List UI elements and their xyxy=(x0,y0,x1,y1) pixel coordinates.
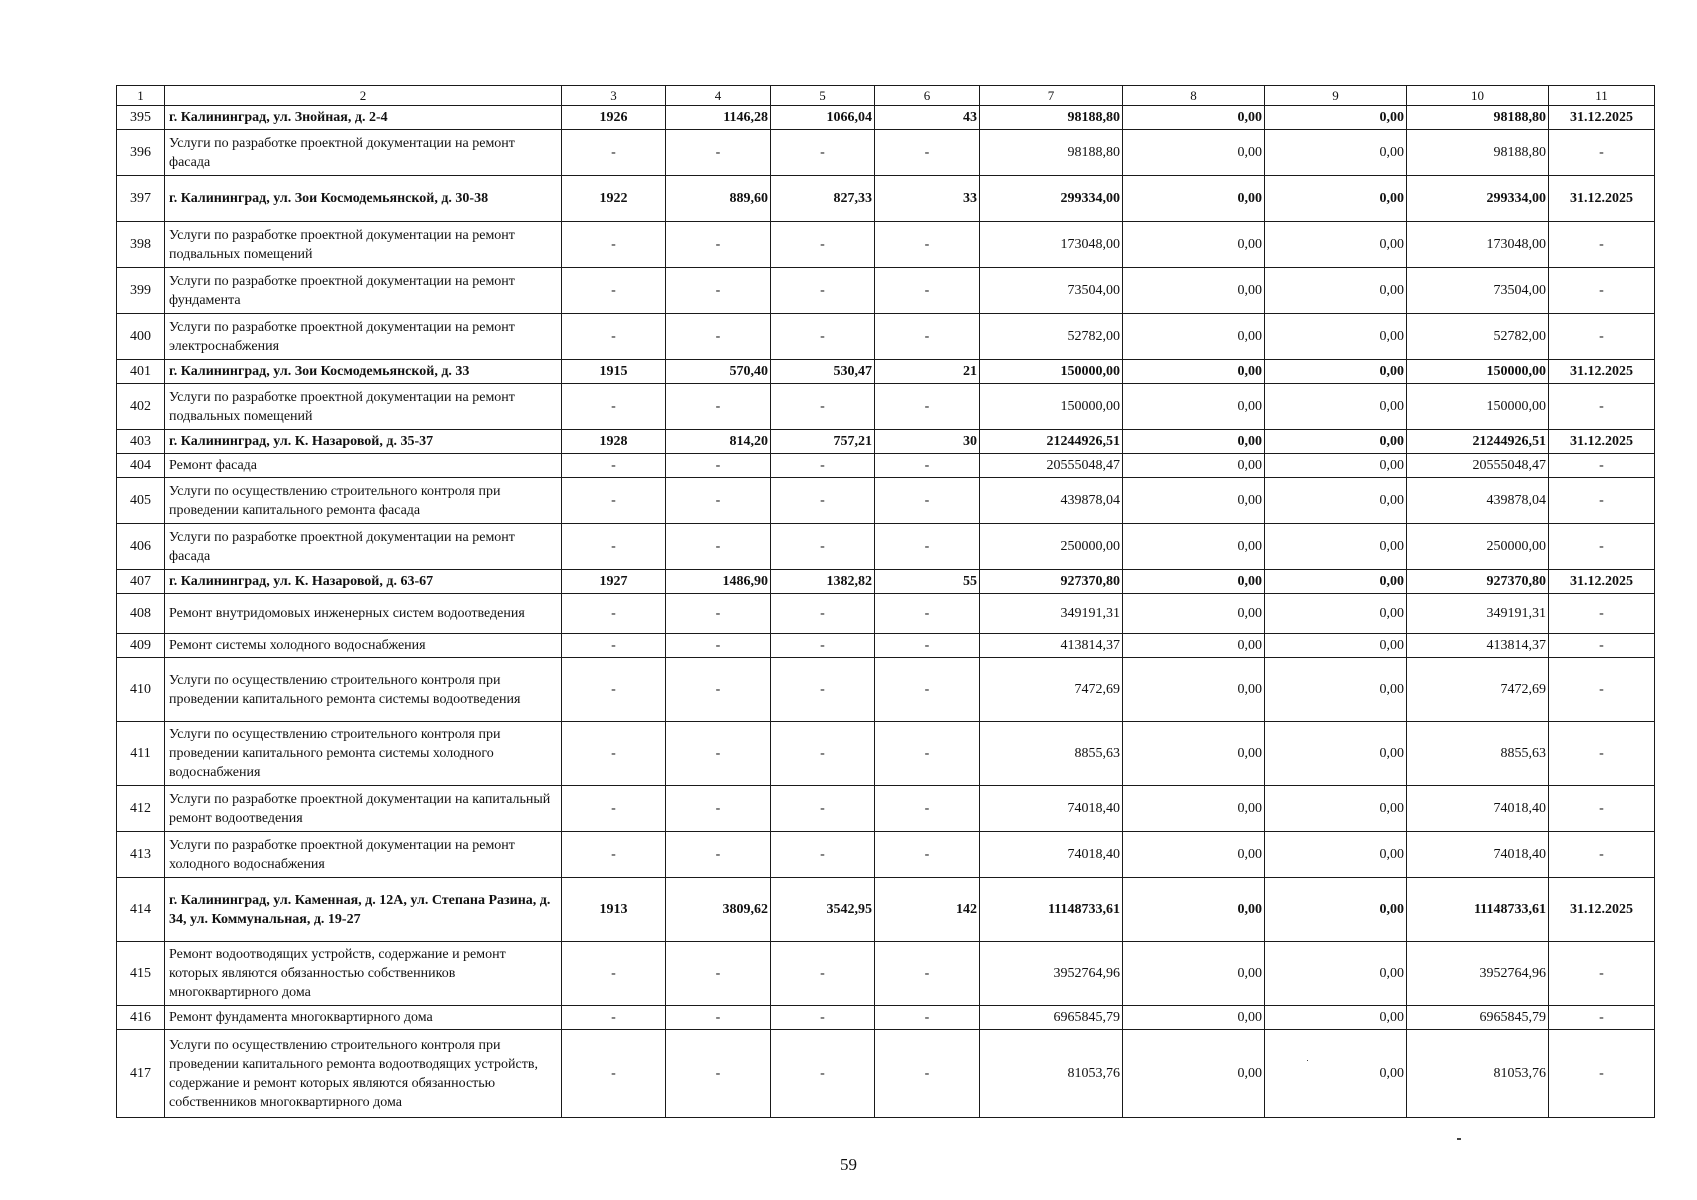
total-cost-cell: 8855,63 xyxy=(980,722,1123,786)
year-built-cell: 1913 xyxy=(562,878,666,942)
year-built-cell: 1922 xyxy=(562,176,666,222)
year-built-cell: - xyxy=(562,722,666,786)
regional-funds-cell: 0,00 xyxy=(1265,222,1407,268)
residents-count-cell: - xyxy=(875,222,980,268)
column-number-cell: 1 xyxy=(117,86,165,106)
completion-date-cell: - xyxy=(1549,658,1655,722)
owner-funds-cell: 150000,00 xyxy=(1407,384,1549,430)
residents-count-cell: - xyxy=(875,268,980,314)
row-number-cell: 404 xyxy=(117,454,165,478)
residents-count-cell: - xyxy=(875,1006,980,1030)
row-number-cell: 400 xyxy=(117,314,165,360)
work-description-cell: Услуги по разработке проектной документации на ремонт подвальных помещений xyxy=(165,384,562,430)
total-area-cell: 3809,62 xyxy=(666,878,771,942)
row-number-cell: 397 xyxy=(117,176,165,222)
residents-count-cell: - xyxy=(875,130,980,176)
owner-funds-cell: 20555048,47 xyxy=(1407,454,1549,478)
column-number-row xyxy=(117,86,1655,106)
row-number-cell: 412 xyxy=(117,786,165,832)
address-row xyxy=(117,878,1655,942)
address-cell: г. Калининград, ул. К. Назаровой, д. 63-67 xyxy=(165,570,562,594)
work-row xyxy=(117,1030,1655,1118)
year-built-cell: 1928 xyxy=(562,430,666,454)
regional-funds-cell: 0,00 xyxy=(1265,658,1407,722)
row-number-cell: 413 xyxy=(117,832,165,878)
regional-funds-cell: 0,00 xyxy=(1265,594,1407,634)
completion-date-cell: - xyxy=(1549,222,1655,268)
residential-area-cell: - xyxy=(771,314,875,360)
total-cost-cell: 74018,40 xyxy=(980,786,1123,832)
address-row xyxy=(117,106,1655,130)
total-cost-cell: 173048,00 xyxy=(980,222,1123,268)
work-row xyxy=(117,314,1655,360)
total-cost-cell: 6965845,79 xyxy=(980,1006,1123,1030)
work-row xyxy=(117,658,1655,722)
row-number-cell: 398 xyxy=(117,222,165,268)
residents-count-cell: - xyxy=(875,384,980,430)
row-number-cell: 395 xyxy=(117,106,165,130)
federal-funds-cell: 0,00 xyxy=(1123,384,1265,430)
residents-count-cell: - xyxy=(875,786,980,832)
total-cost-cell: 413814,37 xyxy=(980,634,1123,658)
work-description-cell: Ремонт внутридомовых инженерных систем водоотведения xyxy=(165,594,562,634)
residential-area-cell: - xyxy=(771,524,875,570)
total-cost-cell: 98188,80 xyxy=(980,106,1123,130)
federal-funds-cell: 0,00 xyxy=(1123,430,1265,454)
completion-date-cell: - xyxy=(1549,384,1655,430)
regional-funds-cell: 0,00 xyxy=(1265,942,1407,1006)
column-number-cell: 11 xyxy=(1549,86,1655,106)
regional-funds-cell: 0,00 xyxy=(1265,314,1407,360)
row-number-cell: 403 xyxy=(117,430,165,454)
work-row xyxy=(117,722,1655,786)
total-cost-cell: 150000,00 xyxy=(980,360,1123,384)
owner-funds-cell: 439878,04 xyxy=(1407,478,1549,524)
regional-funds-cell: 0,00 xyxy=(1265,1006,1407,1030)
work-row xyxy=(117,222,1655,268)
residential-area-cell: - xyxy=(771,942,875,1006)
total-area-cell: - xyxy=(666,222,771,268)
total-cost-cell: 52782,00 xyxy=(980,314,1123,360)
work-row xyxy=(117,478,1655,524)
federal-funds-cell: 0,00 xyxy=(1123,942,1265,1006)
completion-date-cell: - xyxy=(1549,130,1655,176)
total-area-cell: - xyxy=(666,454,771,478)
federal-funds-cell: 0,00 xyxy=(1123,106,1265,130)
owner-funds-cell: 73504,00 xyxy=(1407,268,1549,314)
completion-date-cell: - xyxy=(1549,634,1655,658)
completion-date-cell: 31.12.2025 xyxy=(1549,570,1655,594)
residential-area-cell: 757,21 xyxy=(771,430,875,454)
total-cost-cell: 250000,00 xyxy=(980,524,1123,570)
total-area-cell: - xyxy=(666,722,771,786)
work-row xyxy=(117,634,1655,658)
completion-date-cell: - xyxy=(1549,832,1655,878)
year-built-cell: - xyxy=(562,1030,666,1118)
completion-date-cell: - xyxy=(1549,594,1655,634)
work-row xyxy=(117,594,1655,634)
row-number-cell: 396 xyxy=(117,130,165,176)
residential-area-cell: - xyxy=(771,832,875,878)
address-cell: г. Калининград, ул. К. Назаровой, д. 35-37 xyxy=(165,430,562,454)
completion-date-cell: 31.12.2025 xyxy=(1549,430,1655,454)
residential-area-cell: - xyxy=(771,658,875,722)
total-cost-cell: 21244926,51 xyxy=(980,430,1123,454)
completion-date-cell: - xyxy=(1549,942,1655,1006)
scan-speck xyxy=(1457,1138,1461,1140)
federal-funds-cell: 0,00 xyxy=(1123,524,1265,570)
residents-count-cell: 55 xyxy=(875,570,980,594)
owner-funds-cell: 11148733,61 xyxy=(1407,878,1549,942)
work-description-cell: Услуги по разработке проектной документации на ремонт электроснабжения xyxy=(165,314,562,360)
year-built-cell: 1927 xyxy=(562,570,666,594)
year-built-cell: - xyxy=(562,786,666,832)
year-built-cell: - xyxy=(562,130,666,176)
regional-funds-cell: 0,00 xyxy=(1265,634,1407,658)
residents-count-cell: - xyxy=(875,314,980,360)
owner-funds-cell: 74018,40 xyxy=(1407,786,1549,832)
work-row xyxy=(117,942,1655,1006)
address-cell: г. Калининград, ул. Знойная, д. 2-4 xyxy=(165,106,562,130)
residential-area-cell: - xyxy=(771,1006,875,1030)
residential-area-cell: 530,47 xyxy=(771,360,875,384)
total-area-cell: - xyxy=(666,130,771,176)
regional-funds-cell: 0,00 xyxy=(1265,268,1407,314)
work-description-cell: Услуги по осуществлению строительного контроля при проведении капитального ремонта водоотводящих устройств, содержание и ремонт которых являются обязанностью собственников многоквартирного дома xyxy=(165,1030,562,1118)
total-cost-cell: 20555048,47 xyxy=(980,454,1123,478)
total-area-cell: - xyxy=(666,1006,771,1030)
total-area-cell: - xyxy=(666,478,771,524)
work-row xyxy=(117,832,1655,878)
federal-funds-cell: 0,00 xyxy=(1123,570,1265,594)
residential-area-cell: 1066,04 xyxy=(771,106,875,130)
regional-funds-cell: 0,00 xyxy=(1265,878,1407,942)
total-cost-cell: 74018,40 xyxy=(980,832,1123,878)
owner-funds-cell: 81053,76 xyxy=(1407,1030,1549,1118)
federal-funds-cell: 0,00 xyxy=(1123,832,1265,878)
total-area-cell: - xyxy=(666,524,771,570)
work-description-cell: Услуги по разработке проектной документации на капитальный ремонт водоотведения xyxy=(165,786,562,832)
residents-count-cell: - xyxy=(875,1030,980,1118)
total-cost-cell: 7472,69 xyxy=(980,658,1123,722)
owner-funds-cell: 8855,63 xyxy=(1407,722,1549,786)
address-cell: г. Калининград, ул. Зои Космодемьянской, д. 33 xyxy=(165,360,562,384)
total-cost-cell: 349191,31 xyxy=(980,594,1123,634)
work-row xyxy=(117,268,1655,314)
residents-count-cell: - xyxy=(875,634,980,658)
page-number: 59 xyxy=(840,1155,857,1174)
completion-date-cell: 31.12.2025 xyxy=(1549,360,1655,384)
regional-funds-cell: 0,00 xyxy=(1265,454,1407,478)
row-number-cell: 407 xyxy=(117,570,165,594)
federal-funds-cell: 0,00 xyxy=(1123,1006,1265,1030)
work-description-cell: Ремонт фасада xyxy=(165,454,562,478)
year-built-cell: - xyxy=(562,384,666,430)
column-number-cell: 10 xyxy=(1407,86,1549,106)
column-number-cell: 9 xyxy=(1265,86,1407,106)
year-built-cell: 1915 xyxy=(562,360,666,384)
owner-funds-cell: 7472,69 xyxy=(1407,658,1549,722)
residential-area-cell: - xyxy=(771,594,875,634)
total-cost-cell: 299334,00 xyxy=(980,176,1123,222)
total-cost-cell: 150000,00 xyxy=(980,384,1123,430)
residents-count-cell: - xyxy=(875,478,980,524)
total-area-cell: - xyxy=(666,786,771,832)
column-number-cell: 5 xyxy=(771,86,875,106)
completion-date-cell: - xyxy=(1549,454,1655,478)
total-area-cell: 1486,90 xyxy=(666,570,771,594)
work-description-cell: Услуги по разработке проектной документации на ремонт фасада xyxy=(165,524,562,570)
work-description-cell: Услуги по разработке проектной документации на ремонт фундамента xyxy=(165,268,562,314)
work-description-cell: Услуги по осуществлению строительного контроля при проведении капитального ремонта фасада xyxy=(165,478,562,524)
total-cost-cell: 11148733,61 xyxy=(980,878,1123,942)
completion-date-cell: 31.12.2025 xyxy=(1549,106,1655,130)
regional-funds-cell: 0,00 xyxy=(1265,478,1407,524)
capital-repair-table xyxy=(116,85,1655,1118)
column-number-cell: 7 xyxy=(980,86,1123,106)
year-built-cell: 1926 xyxy=(562,106,666,130)
owner-funds-cell: 250000,00 xyxy=(1407,524,1549,570)
column-number-cell: 4 xyxy=(666,86,771,106)
work-row xyxy=(117,130,1655,176)
column-number-cell: 2 xyxy=(165,86,562,106)
completion-date-cell: - xyxy=(1549,1030,1655,1118)
total-area-cell: - xyxy=(666,594,771,634)
residential-area-cell: 1382,82 xyxy=(771,570,875,594)
regional-funds-cell: 0,00 xyxy=(1265,1030,1407,1118)
residential-area-cell: 3542,95 xyxy=(771,878,875,942)
work-description-cell: Услуги по разработке проектной документации на ремонт холодного водоснабжения xyxy=(165,832,562,878)
completion-date-cell: 31.12.2025 xyxy=(1549,176,1655,222)
year-built-cell: - xyxy=(562,222,666,268)
owner-funds-cell: 173048,00 xyxy=(1407,222,1549,268)
completion-date-cell: - xyxy=(1549,314,1655,360)
residential-area-cell: 827,33 xyxy=(771,176,875,222)
completion-date-cell: - xyxy=(1549,1006,1655,1030)
owner-funds-cell: 927370,80 xyxy=(1407,570,1549,594)
address-row xyxy=(117,430,1655,454)
address-cell: г. Калининград, ул. Каменная, д. 12А, ул. Степана Разина, д. 34, ул. Коммунальная, д. 19-27 xyxy=(165,878,562,942)
residents-count-cell: 33 xyxy=(875,176,980,222)
residents-count-cell: 21 xyxy=(875,360,980,384)
year-built-cell: - xyxy=(562,268,666,314)
row-number-cell: 414 xyxy=(117,878,165,942)
column-number-cell: 8 xyxy=(1123,86,1265,106)
column-number-cell: 3 xyxy=(562,86,666,106)
federal-funds-cell: 0,00 xyxy=(1123,634,1265,658)
owner-funds-cell: 3952764,96 xyxy=(1407,942,1549,1006)
residential-area-cell: - xyxy=(771,722,875,786)
total-area-cell: - xyxy=(666,1030,771,1118)
federal-funds-cell: 0,00 xyxy=(1123,360,1265,384)
year-built-cell: - xyxy=(562,658,666,722)
row-number-cell: 409 xyxy=(117,634,165,658)
residents-count-cell: 30 xyxy=(875,430,980,454)
federal-funds-cell: 0,00 xyxy=(1123,130,1265,176)
row-number-cell: 402 xyxy=(117,384,165,430)
work-row xyxy=(117,454,1655,478)
regional-funds-cell: 0,00 xyxy=(1265,130,1407,176)
residential-area-cell: - xyxy=(771,222,875,268)
work-description-cell: Ремонт системы холодного водоснабжения xyxy=(165,634,562,658)
row-number-cell: 399 xyxy=(117,268,165,314)
year-built-cell: - xyxy=(562,942,666,1006)
work-row xyxy=(117,384,1655,430)
owner-funds-cell: 21244926,51 xyxy=(1407,430,1549,454)
completion-date-cell: - xyxy=(1549,268,1655,314)
residents-count-cell: 43 xyxy=(875,106,980,130)
residents-count-cell: - xyxy=(875,594,980,634)
year-built-cell: - xyxy=(562,594,666,634)
year-built-cell: - xyxy=(562,478,666,524)
total-area-cell: 814,20 xyxy=(666,430,771,454)
residential-area-cell: - xyxy=(771,1030,875,1118)
federal-funds-cell: 0,00 xyxy=(1123,176,1265,222)
work-row xyxy=(117,524,1655,570)
residents-count-cell: - xyxy=(875,658,980,722)
regional-funds-cell: 0,00 xyxy=(1265,722,1407,786)
total-cost-cell: 98188,80 xyxy=(980,130,1123,176)
regional-funds-cell: 0,00 xyxy=(1265,786,1407,832)
federal-funds-cell: 0,00 xyxy=(1123,454,1265,478)
total-area-cell: - xyxy=(666,634,771,658)
column-number-cell: 6 xyxy=(875,86,980,106)
work-row xyxy=(117,786,1655,832)
work-description-cell: Ремонт водоотводящих устройств, содержание и ремонт которых являются обязанностью собственников многоквартирного дома xyxy=(165,942,562,1006)
year-built-cell: - xyxy=(562,524,666,570)
total-area-cell: - xyxy=(666,384,771,430)
row-number-cell: 416 xyxy=(117,1006,165,1030)
federal-funds-cell: 0,00 xyxy=(1123,878,1265,942)
residential-area-cell: - xyxy=(771,454,875,478)
row-number-cell: 411 xyxy=(117,722,165,786)
year-built-cell: - xyxy=(562,634,666,658)
total-cost-cell: 3952764,96 xyxy=(980,942,1123,1006)
regional-funds-cell: 0,00 xyxy=(1265,430,1407,454)
owner-funds-cell: 74018,40 xyxy=(1407,832,1549,878)
residential-area-cell: - xyxy=(771,786,875,832)
residential-area-cell: - xyxy=(771,478,875,524)
total-area-cell: - xyxy=(666,268,771,314)
owner-funds-cell: 98188,80 xyxy=(1407,106,1549,130)
owner-funds-cell: 299334,00 xyxy=(1407,176,1549,222)
federal-funds-cell: 0,00 xyxy=(1123,478,1265,524)
completion-date-cell: - xyxy=(1549,478,1655,524)
owner-funds-cell: 413814,37 xyxy=(1407,634,1549,658)
row-number-cell: 417 xyxy=(117,1030,165,1118)
federal-funds-cell: 0,00 xyxy=(1123,1030,1265,1118)
total-area-cell: 1146,28 xyxy=(666,106,771,130)
row-number-cell: 405 xyxy=(117,478,165,524)
work-description-cell: Услуги по разработке проектной документации на ремонт фасада xyxy=(165,130,562,176)
total-area-cell: 570,40 xyxy=(666,360,771,384)
regional-funds-cell: 0,00 xyxy=(1265,176,1407,222)
regional-funds-cell: 0,00 xyxy=(1265,570,1407,594)
residents-count-cell: - xyxy=(875,722,980,786)
row-number-cell: 415 xyxy=(117,942,165,1006)
residential-area-cell: - xyxy=(771,130,875,176)
address-row xyxy=(117,570,1655,594)
completion-date-cell: 31.12.2025 xyxy=(1549,878,1655,942)
work-description-cell: Ремонт фундамента многоквартирного дома xyxy=(165,1006,562,1030)
federal-funds-cell: 0,00 xyxy=(1123,268,1265,314)
federal-funds-cell: 0,00 xyxy=(1123,786,1265,832)
regional-funds-cell: 0,00 xyxy=(1265,360,1407,384)
scan-speck xyxy=(1307,1060,1308,1061)
completion-date-cell: - xyxy=(1549,722,1655,786)
completion-date-cell: - xyxy=(1549,524,1655,570)
year-built-cell: - xyxy=(562,314,666,360)
federal-funds-cell: 0,00 xyxy=(1123,594,1265,634)
total-cost-cell: 81053,76 xyxy=(980,1030,1123,1118)
total-area-cell: 889,60 xyxy=(666,176,771,222)
residents-count-cell: 142 xyxy=(875,878,980,942)
owner-funds-cell: 349191,31 xyxy=(1407,594,1549,634)
work-description-cell: Услуги по осуществлению строительного контроля при проведении капитального ремонта системы водоотведения xyxy=(165,658,562,722)
address-row xyxy=(117,176,1655,222)
work-row xyxy=(117,1006,1655,1030)
total-cost-cell: 927370,80 xyxy=(980,570,1123,594)
residential-area-cell: - xyxy=(771,634,875,658)
row-number-cell: 401 xyxy=(117,360,165,384)
federal-funds-cell: 0,00 xyxy=(1123,658,1265,722)
address-row xyxy=(117,360,1655,384)
regional-funds-cell: 0,00 xyxy=(1265,384,1407,430)
table-body xyxy=(117,86,1655,1118)
residential-area-cell: - xyxy=(771,384,875,430)
residents-count-cell: - xyxy=(875,832,980,878)
residents-count-cell: - xyxy=(875,524,980,570)
residential-area-cell: - xyxy=(771,268,875,314)
federal-funds-cell: 0,00 xyxy=(1123,722,1265,786)
owner-funds-cell: 6965845,79 xyxy=(1407,1006,1549,1030)
residents-count-cell: - xyxy=(875,454,980,478)
year-built-cell: - xyxy=(562,832,666,878)
total-area-cell: - xyxy=(666,658,771,722)
total-cost-cell: 73504,00 xyxy=(980,268,1123,314)
residents-count-cell: - xyxy=(875,942,980,1006)
year-built-cell: - xyxy=(562,1006,666,1030)
row-number-cell: 406 xyxy=(117,524,165,570)
owner-funds-cell: 98188,80 xyxy=(1407,130,1549,176)
year-built-cell: - xyxy=(562,454,666,478)
total-cost-cell: 439878,04 xyxy=(980,478,1123,524)
owner-funds-cell: 52782,00 xyxy=(1407,314,1549,360)
total-area-cell: - xyxy=(666,832,771,878)
regional-funds-cell: 0,00 xyxy=(1265,106,1407,130)
owner-funds-cell: 150000,00 xyxy=(1407,360,1549,384)
completion-date-cell: - xyxy=(1549,786,1655,832)
address-cell: г. Калининград, ул. Зои Космодемьянской, д. 30-38 xyxy=(165,176,562,222)
work-description-cell: Услуги по осуществлению строительного контроля при проведении капитального ремонта системы холодного водоснабжения xyxy=(165,722,562,786)
row-number-cell: 408 xyxy=(117,594,165,634)
regional-funds-cell: 0,00 xyxy=(1265,524,1407,570)
row-number-cell: 410 xyxy=(117,658,165,722)
federal-funds-cell: 0,00 xyxy=(1123,222,1265,268)
total-area-cell: - xyxy=(666,314,771,360)
total-area-cell: - xyxy=(666,942,771,1006)
work-description-cell: Услуги по разработке проектной документации на ремонт подвальных помещений xyxy=(165,222,562,268)
federal-funds-cell: 0,00 xyxy=(1123,314,1265,360)
regional-funds-cell: 0,00 xyxy=(1265,832,1407,878)
